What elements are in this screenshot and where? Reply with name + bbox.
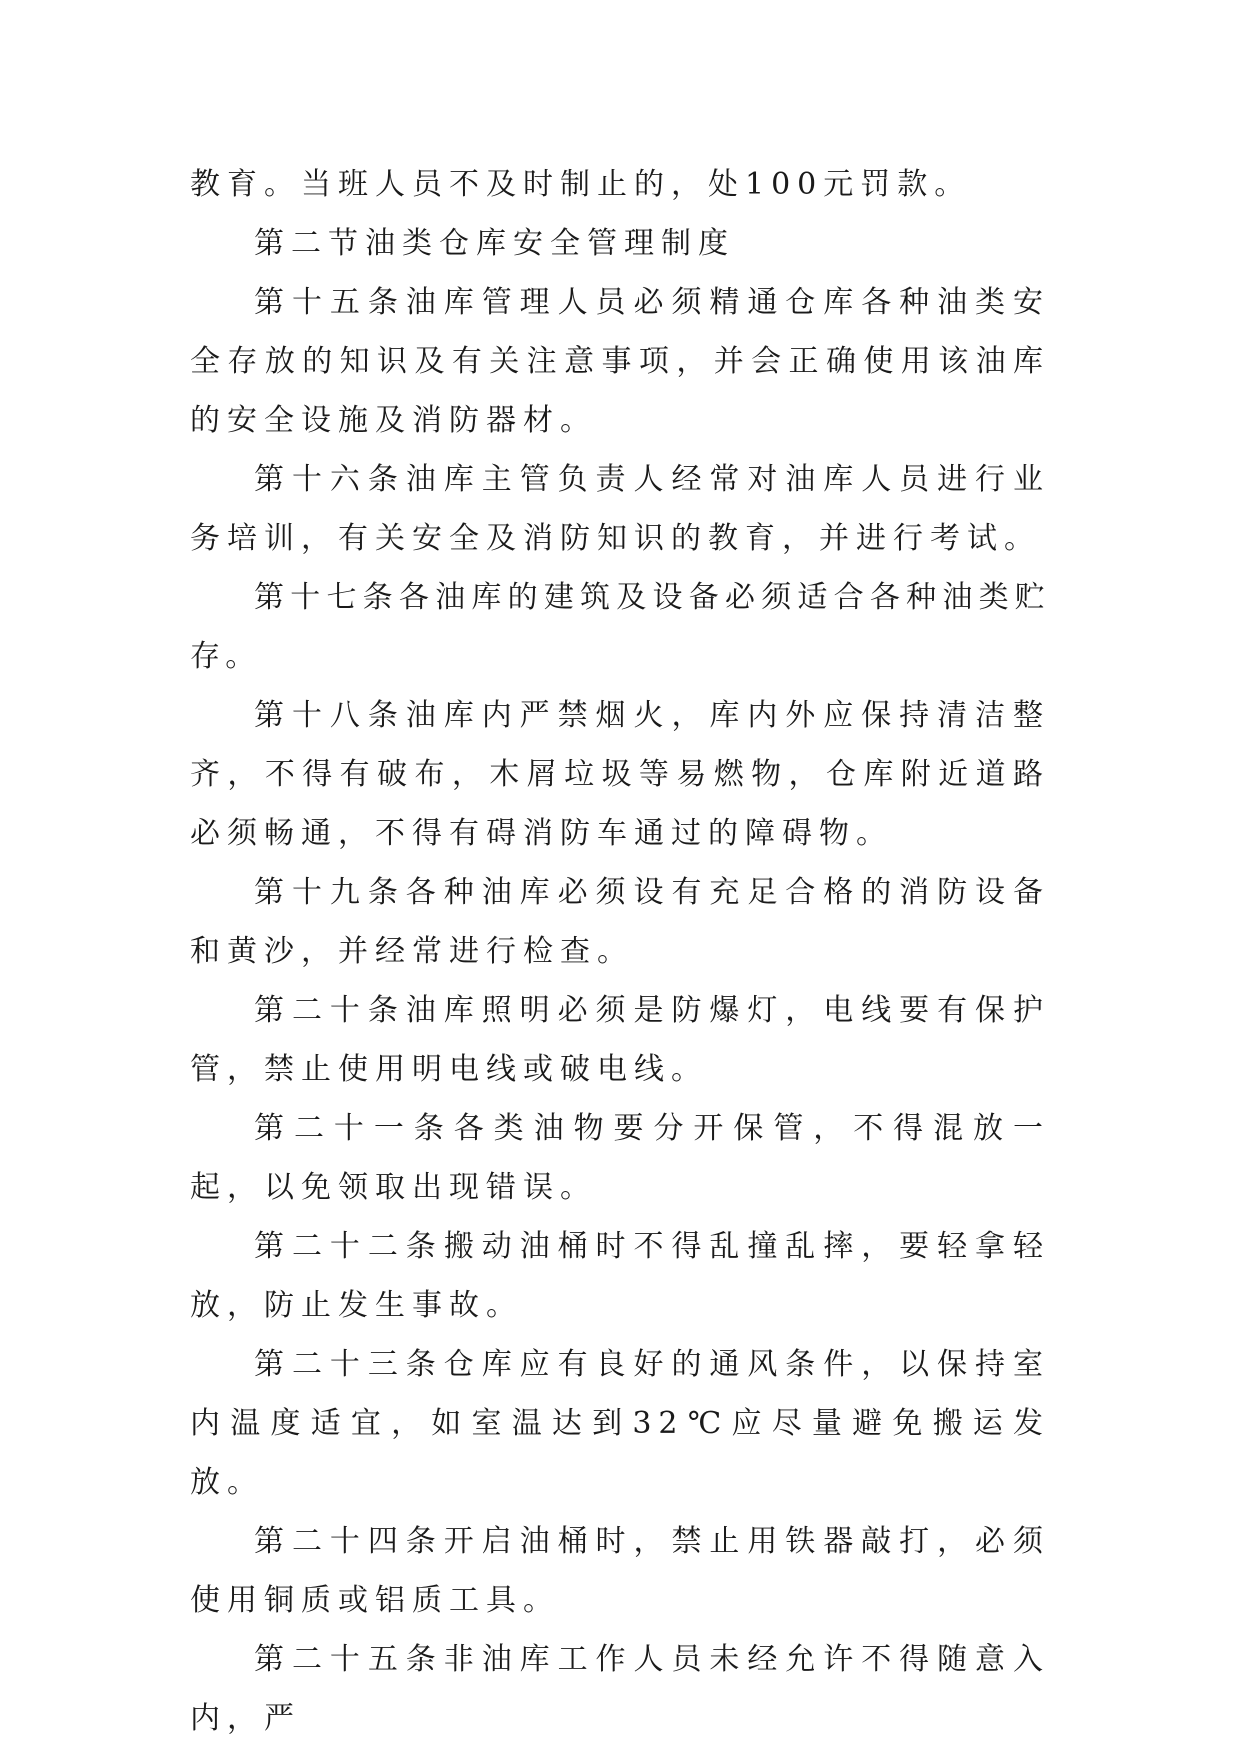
article-16: 第十六条油库主管负责人经常对油库人员进行业务培训，有关安全及消防知识的教育，并进行考试。 xyxy=(190,462,1050,556)
article-15: 第十五条油库管理人员必须精通仓库各种油类安全存放的知识及有关注意事项，并会正确使用该油库的安全设施及消防器材。 xyxy=(190,285,1050,438)
article-20: 第二十条油库照明必须是防爆灯，电线要有保护管，禁止使用明电线或破电线。 xyxy=(190,993,1050,1087)
document-body xyxy=(190,155,1050,1748)
article-23: 第二十三条仓库应有良好的通风条件，以保持室内温度适宜，如室温达到32℃应尽量避免搬运发放。 xyxy=(190,1347,1050,1500)
article-24: 第二十四条开启油桶时，禁止用铁器敲打，必须使用铜质或铝质工具。 xyxy=(190,1524,1050,1618)
article-18: 第十八条油库内严禁烟火，库内外应保持清洁整齐，不得有破布，木屑垃圾等易燃物，仓库附近道路必须畅通，不得有碍消防车通过的障碍物。 xyxy=(190,698,1050,851)
paragraph: 教育。当班人员不及时制止的，处100元罚款。 xyxy=(190,167,972,202)
article-25: 第二十五条非油库工作人员未经允许不得随意入内，严 xyxy=(190,1642,1050,1736)
article-17: 第十七条各油库的建筑及设备必须适合各种油类贮存。 xyxy=(190,580,1050,674)
article-21: 第二十一条各类油物要分开保管，不得混放一起，以免领取出现错误。 xyxy=(190,1111,1050,1205)
article-22: 第二十二条搬动油桶时不得乱撞乱摔，要轻拿轻放，防止发生事故。 xyxy=(190,1229,1050,1323)
section-heading: 第二节油类仓库安全管理制度 xyxy=(254,226,735,261)
article-19: 第十九条各种油库必须设有充足合格的消防设备和黄沙，并经常进行检查。 xyxy=(190,875,1050,969)
